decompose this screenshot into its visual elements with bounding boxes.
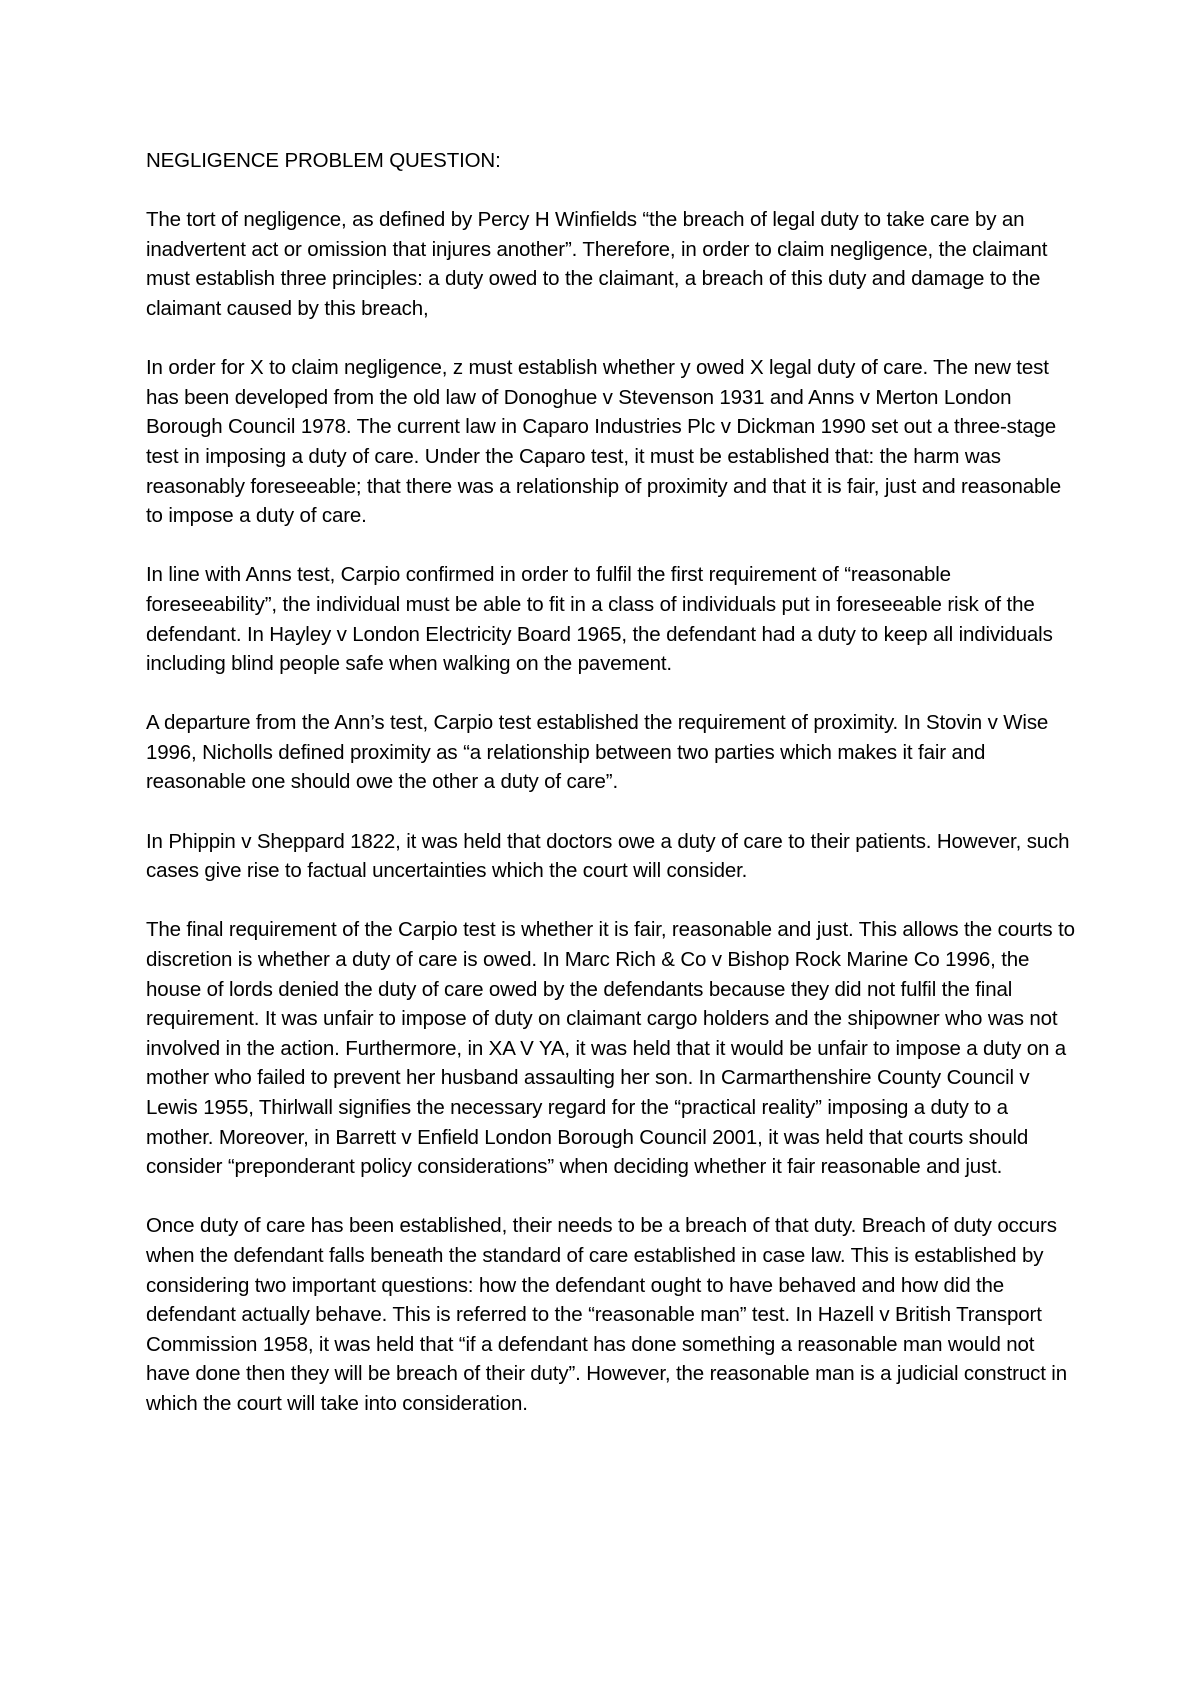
paragraph-doctors: In Phippin v Sheppard 1822, it was held that doctors owe a duty of care to their patients. However, such cases give rise to factual uncertainties which the court will consider. (146, 829, 1070, 883)
paragraph-duty-of-care: In order for X to claim negligence, z must establish whether y owed X legal duty of care. The new test has been developed from the old law of Donoghue v Stevenson 1931 and Anns v Merton London Borough Council 1978. The current law in Caparo Industries Plc v Dickman 1990 set out a three-stage test in imposing a duty of care. Under the Caparo test, it must be established that: the harm was reasonably foreseeable; that there was a relationship of proximity and that it is fair, just and reasonable to impose a duty of care. (146, 356, 1061, 528)
paragraph-fair-just-reasonable: The final requirement of the Carpio test is whether it is fair, reasonable and just. This allows the courts to discretion is whether a duty of care is owed. In Marc Rich & Co v Bishop Rock Marine Co 1996, the house of lords denied the duty of care owed by the defendants because they did not fulfil the final requirement. It was unfair to impose of duty on claimant cargo holders and the shipowner who was not involved in the action. Furthermore, in XA V YA, it was held that it would be unfair to impose a duty on a mother who failed to prevent her husband assaulting her son. In Carmarthenshire County Council v Lewis 1955, Thirlwall signifies the necessary regard for the “practical reality” imposing a duty to a mother. Moreover, in Barrett v Enfield London Borough Council 2001, it was held that courts should consider “preponderant policy considerations” when deciding whether it fair reasonable and just. (146, 918, 1075, 1179)
document-heading: NEGLIGENCE PROBLEM QUESTION: (146, 149, 501, 172)
paragraph-definition: The tort of negligence, as defined by Percy H Winfields “the breach of legal duty to take care by an inadvertent act or omission that injures another”. Therefore, in order to claim negligence, the claimant must establish three principles: a duty owed to the claimant, a breach of this duty and damage to the claimant caused by this breach, (146, 208, 1048, 320)
paragraph-foreseeability: In line with Anns test, Carpio confirmed in order to fulfil the first requirement of “reasonable foreseeability”, the individual must be able to fit in a class of individuals put in foreseeable risk of the defendant. In Hayley v London Electricity Board 1965, the defendant had a duty to keep all individuals including blind people safe when walking on the pavement. (146, 563, 1053, 676)
paragraph-proximity: A departure from the Ann’s test, Carpio test established the requirement of proximity. In Stovin v Wise 1996, Nicholls defined proximity as “a relationship between two parties which makes it fair and reasonable one should owe the other a duty of care”. (146, 711, 1049, 794)
document-body (146, 146, 1076, 1448)
paragraph-breach-of-duty: Once duty of care has been established, their needs to be a breach of that duty. Breach of duty occurs when the defendant falls beneath the standard of care established in case law. This is established by considering two important questions: how the defendant ought to have behaved and how did the defendant actually behave. This is referred to the “reasonable man” test. In Hazell v British Transport Commission 1958, it was held that “if a defendant has done something a reasonable man would not have done then they will be breach of their duty”. However, the reasonable man is a judicial construct in which the court will take into consideration. (146, 1214, 1067, 1415)
